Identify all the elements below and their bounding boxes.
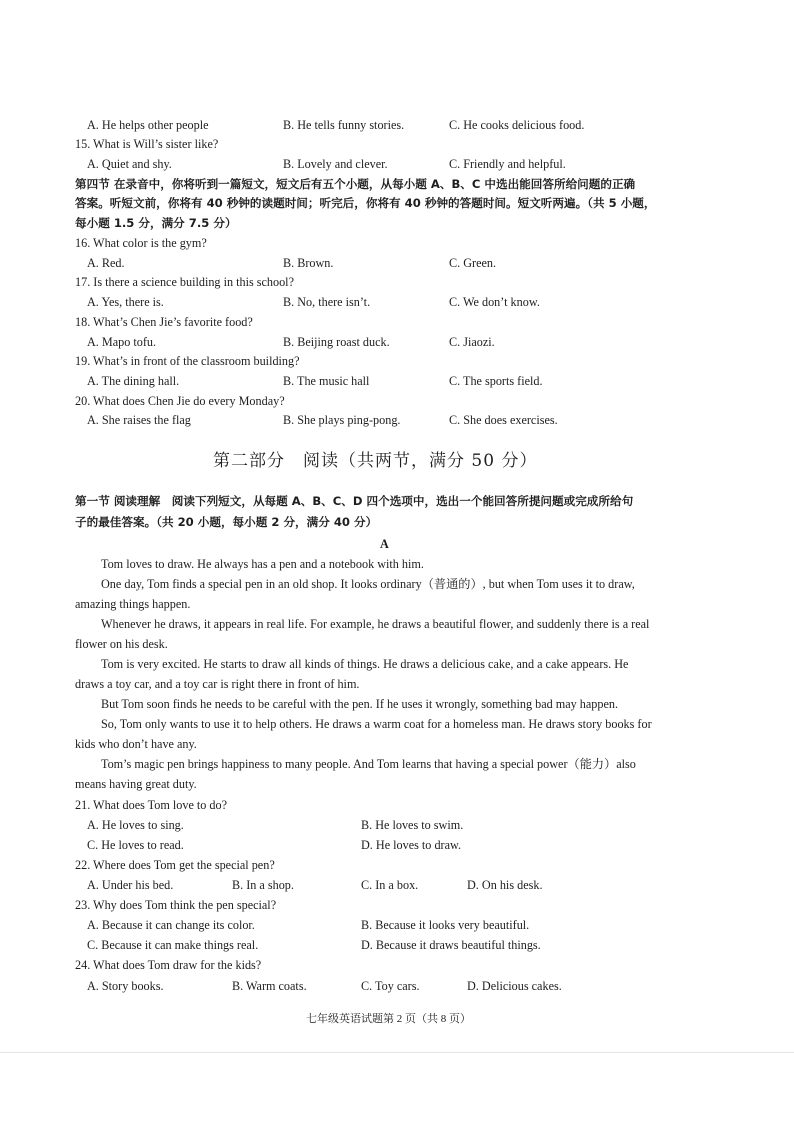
- q16-question: 16. What color is the gym?: [75, 236, 207, 250]
- q21-question: 21. What does Tom love to do?: [75, 798, 228, 812]
- q20-option-a: A. She raises the flag: [87, 413, 191, 427]
- q14-option-b: B. He tells funny stories.: [283, 118, 405, 132]
- q23-option-b: B. Because it looks very beautiful.: [361, 918, 530, 932]
- q24-option-c: C. Toy cars.: [361, 979, 420, 993]
- q18-option-b: B. Beijing roast duck.: [283, 335, 390, 349]
- passage-line: Whenever he draws, it appears in real life. For example, he draws a beautiful flower, and suddenly there is a real: [101, 617, 650, 631]
- section4-instructions-line1: 第四节 在录音中，你将听到一篇短文，短文后有五个小题，从每小题 A、B、C 中选出能回答所给问题的正确: [75, 177, 636, 191]
- q24-option-b: B. Warm coats.: [232, 979, 307, 993]
- page-divider: [0, 1052, 794, 1053]
- q14-option-c: C. He cooks delicious food.: [449, 118, 585, 132]
- passage-line: But Tom soon finds he needs to be careful with the pen. If he uses it wrongly, something bad may happen.: [101, 697, 619, 711]
- passage-line: Tom is very excited. He starts to draw all kinds of things. He draws a delicious cake, and a cake appears. He: [101, 657, 629, 671]
- q16-option-b: B. Brown.: [283, 256, 334, 270]
- q20-option-b: B. She plays ping-pong.: [283, 413, 401, 427]
- q20-question: 20. What does Chen Jie do every Monday?: [75, 394, 285, 408]
- q19-option-c: C. The sports field.: [449, 374, 543, 388]
- q22-option-b: B. In a shop.: [232, 878, 294, 892]
- passage-label: A: [380, 537, 389, 551]
- q23-option-d: D. Because it draws beautiful things.: [361, 938, 541, 952]
- q24-option-a: A. Story books.: [87, 979, 164, 993]
- q22-option-c: C. In a box.: [361, 878, 419, 892]
- passage-line: So, Tom only wants to use it to help others. He draws a warm coat for a homeless man. He draws story books for: [101, 717, 652, 731]
- section4-instructions-line3: 每小题 1.5 分，满分 7.5 分）: [75, 216, 237, 230]
- q20-option-c: C. She does exercises.: [449, 413, 558, 427]
- q15-option-c: C. Friendly and helpful.: [449, 157, 566, 171]
- q18-option-a: A. Mapo tofu.: [87, 335, 157, 349]
- passage-line: Tom’s magic pen brings happiness to many people. And Tom learns that having a special power（能力）also: [101, 757, 636, 771]
- part2-title: 第二部分 阅读（共两节，满分 50 分）: [213, 451, 538, 471]
- q21-option-d: D. He loves to draw.: [361, 838, 462, 852]
- q16-option-c: C. Green.: [449, 256, 497, 270]
- q21-option-a: A. He loves to sing.: [87, 818, 184, 832]
- passage-line: amazing things happen.: [75, 597, 191, 611]
- q24-question: 24. What does Tom draw for the kids?: [75, 958, 262, 972]
- q19-question: 19. What’s in front of the classroom building?: [75, 354, 300, 368]
- q23-option-c: C. Because it can make things real.: [87, 938, 259, 952]
- q19-option-a: A. The dining hall.: [87, 374, 180, 388]
- page-footer: 七年级英语试题第 2 页（共 8 页）: [306, 1013, 471, 1025]
- q16-option-a: A. Red.: [87, 256, 125, 270]
- q21-option-b: B. He loves to swim.: [361, 818, 464, 832]
- passage-line: One day, Tom finds a special pen in an old shop. It looks ordinary（普通的）, but when Tom uses it to draw,: [101, 577, 635, 591]
- section1-instructions-line1: 第一节 阅读理解 阅读下列短文，从每题 A、B、C、D 四个选项中，选出一个能回答所提问题或完成所给句: [75, 494, 634, 508]
- section4-instructions-line2: 答案。听短文前，你将有 40 秒钟的读题时间；听完后，你将有 40 秒钟的答题时间。短文听两遍。（共 5 小题，: [75, 196, 656, 210]
- q22-option-d: D. On his desk.: [467, 878, 543, 892]
- passage-line: means having great duty.: [75, 777, 197, 791]
- q15-option-a: A. Quiet and shy.: [87, 157, 172, 171]
- q22-question: 22. Where does Tom get the special pen?: [75, 858, 275, 872]
- q17-question: 17. Is there a science building in this school?: [75, 275, 294, 289]
- q23-question: 23. Why does Tom think the pen special?: [75, 898, 277, 912]
- q18-question: 18. What’s Chen Jie’s favorite food?: [75, 315, 253, 329]
- q15-question: 15. What is Will’s sister like?: [75, 137, 219, 151]
- q14-option-a: A. He helps other people: [87, 118, 209, 132]
- q17-option-b: B. No, there isn’t.: [283, 295, 371, 309]
- q21-option-c: C. He loves to read.: [87, 838, 184, 852]
- q17-option-a: A. Yes, there is.: [87, 295, 164, 309]
- q17-option-c: C. We don’t know.: [449, 295, 540, 309]
- q24-option-d: D. Delicious cakes.: [467, 979, 562, 993]
- passage-line: kids who don’t have any.: [75, 737, 197, 751]
- q19-option-b: B. The music hall: [283, 374, 370, 388]
- passage-line: flower on his desk.: [75, 637, 168, 651]
- q22-option-a: A. Under his bed.: [87, 878, 174, 892]
- q23-option-a: A. Because it can change its color.: [87, 918, 255, 932]
- section1-instructions-line2: 子的最佳答案。（共 20 小题，每小题 2 分，满分 40 分）: [75, 515, 378, 529]
- q18-option-c: C. Jiaozi.: [449, 335, 495, 349]
- passage-line: draws a toy car, and a toy car is right there in front of him.: [75, 677, 360, 691]
- passage-line: Tom loves to draw. He always has a pen and a notebook with him.: [101, 557, 424, 571]
- q15-option-b: B. Lovely and clever.: [283, 157, 388, 171]
